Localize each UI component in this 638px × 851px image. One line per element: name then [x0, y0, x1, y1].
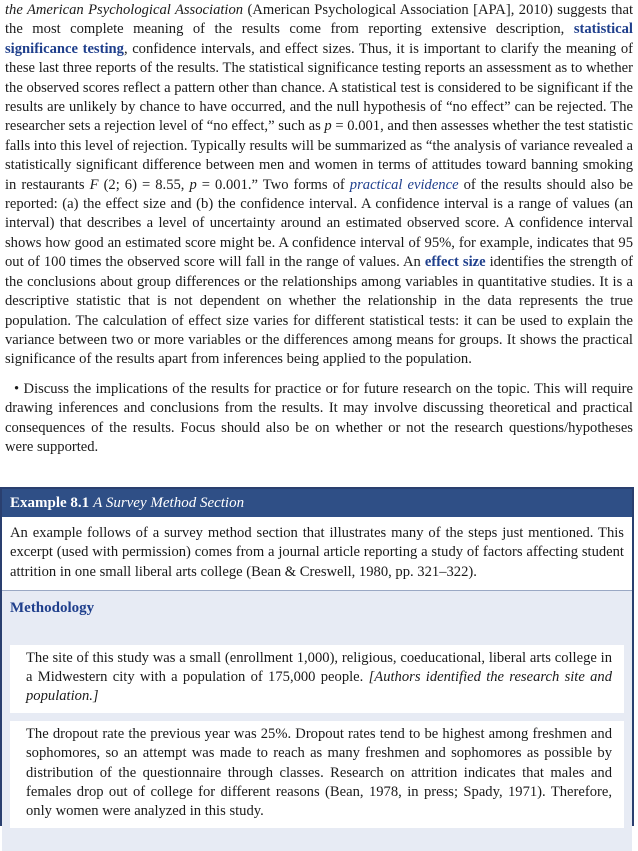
- example-number: Example 8.1: [10, 495, 90, 511]
- text-run: = 0.001, and then assesses whether the test statistic falls into this level of rejection. Typically results will be summarized as “the analysis of variance revealed a statistically significant difference between men and women in terms of attitudes toward banning smoking in restaurants: [5, 118, 633, 193]
- text-run: (American Psychological Association [APA], 2010) suggests that the most complete meaning of the results come from reporting extensive description,: [5, 2, 633, 38]
- emphasis-text: F: [89, 176, 99, 193]
- example-intro: An example follows of a survey method section that illustrates many of the steps just mentioned. This excerpt (used with permission) comes from a journal article reporting a study of factors affecting student attrition in one small liberal arts college (Bean & Creswell, 1980, pp. 321–322).: [2, 517, 632, 591]
- emphasis-text: practical evidence: [349, 176, 459, 193]
- example-box: [0, 487, 634, 826]
- key-term: statistical significance testing: [5, 21, 633, 57]
- text-run: (2; 6) = 8.55,: [98, 176, 190, 193]
- paragraph-statistical-results: [5, 1, 633, 370]
- emphasis-text: the American Psychological Association: [5, 2, 244, 18]
- emphasis-text: p: [324, 118, 332, 135]
- body-text: [5, 1, 633, 457]
- excerpt-paragraph-dropout: The dropout rate the previous year was 25%. Dropout rates tend to be highest among freshmen and sophomores, so an attempt was made to reach as many freshmen and sophomores as possible by distribution of the questionnaire through classes. Research on attrition indicates that males and females drop out of college for different reasons (Bean, 1978, in press; Spady, 1971). Therefore, only women were analyzed in this study.: [10, 721, 624, 828]
- emphasis-text: [Authors identified the research site and population.]: [26, 669, 613, 705]
- text-run: The site of this study was a small (enrollment 1,000), religious, coeducational, liberal arts college in a Midwestern city with a population of 175,000 people.: [26, 649, 612, 686]
- text-run: , confidence intervals, and effect sizes. Thus, it is important to clarify the meaning of these last three reports of the results. The statistical significance testing reports an assessment as to whether the observed scores reflect a pattern other than chance. A statistical test is considered to be significant if the results are unlikely by chance to have occurred, and the null hypothesis of “no effect” can be rejected. The researcher sets a rejection level of “no effect,” such as: [5, 40, 633, 135]
- emphasis-text: p: [189, 176, 197, 193]
- key-term: effect size: [424, 254, 486, 271]
- example-header: [2, 489, 632, 517]
- text-run: = 0.001.” Two forms of: [196, 176, 350, 193]
- excerpt-paragraph-site: [10, 645, 624, 713]
- text-run: identifies the strength of the conclusions about group differences or the relationships among variables in quantitative studies. It is a descriptive statistic that is not dependent on whether the relationship in the data represents the true population. The calculation of effect size varies for different statistical tests: it can be used to explain the variance between two or more variables or the differences among means for groups. It shows the practical significance of the results apart from inferences being applied to the population.: [5, 254, 634, 368]
- bullet-paragraph-implications: • Discuss the implications of the results for practice or for future research on the topic. This will require drawing inferences and conclusions from the results. It may involve discussing theoretical and practical consequences of the results. Focus should also be on whether or not the research questions/hypotheses were supported.: [5, 380, 633, 455]
- methodology-heading: Methodology: [10, 600, 95, 617]
- example-title: A Survey Method Section: [93, 495, 245, 511]
- text-run: of the results should also be reported: (a) the effect size and (b) the confidence interval. A confidence interval is a range of values (an interval) that describes a level of uncertainty around an estimated observed score. A confidence interval shows how good an estimated score might be. A confidence interval of 95%, for example, indicates that 95 out of 100 times the observed score will fall in the range of values. An: [5, 176, 633, 271]
- excerpt-area: [2, 591, 632, 851]
